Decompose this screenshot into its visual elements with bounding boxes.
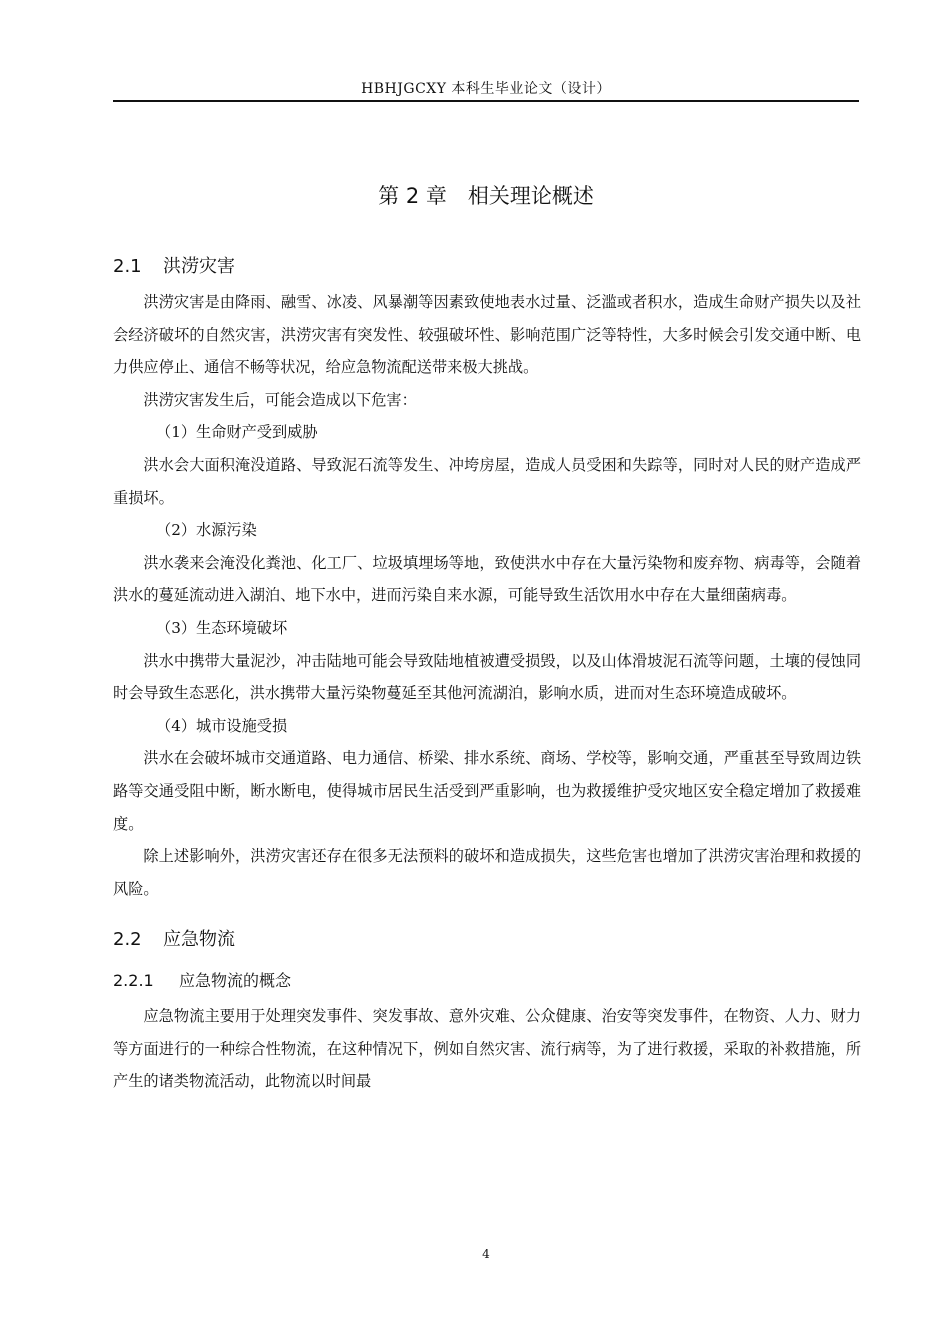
page-number: 4 <box>482 1247 490 1261</box>
paragraph: 应急物流主要用于处理突发事件、突发事故、意外灾难、公众健康、治安等突发事件，在物资、人力、财力等方面进行的一种综合性物流，在这种情况下，例如自然灾害、流行病等，为了进行救援，采取的补救措施，所产生的诸类物流活动，此物流以时间最 <box>113 1007 861 1091</box>
paragraph: 洪涝灾害是由降雨、融雪、冰凌、风暴潮等因素致使地表水过量、泛滥或者积水，造成生命财产损失以及社会经济破坏的自然灾害，洪涝灾害有突发性、较强破坏性、影响范围广泛等特性，大多时候会引发交通中断、电力供应停止、通信不畅等状况，给应急物流配送带来极大挑战。 <box>113 293 861 377</box>
page-header: HBHJGCXY 本科生毕业论文（设计） <box>361 81 611 97</box>
list-item-label: （3）生态环境破坏 <box>156 618 288 637</box>
subsection-number: 2.2.1 <box>113 971 154 991</box>
subsection-heading-2-2-1 <box>113 962 861 1000</box>
header-rule <box>113 100 859 102</box>
paragraph: 除上述影响外，洪涝灾害还存在很多无法预料的破坏和造成损失，这些危害也增加了洪涝灾害治理和救援的风险。 <box>113 847 861 898</box>
document-body <box>113 248 861 1098</box>
list-item-label: （4）城市设施受损 <box>156 716 288 735</box>
list-item-label: （2）水源污染 <box>156 521 257 540</box>
paragraph: 洪水在会破坏城市交通道路、电力通信、桥梁、排水系统、商场、学校等，影响交通，严重甚至导致周边铁路等交通受阻中断，断水断电，使得城市居民生活受到严重影响，也为救援维护受灾地区安全稳定增加了救援难度。 <box>113 749 861 833</box>
paragraph: 洪水中携带大量泥沙，冲击陆地可能会导致陆地植被遭受损毁，以及山体滑坡泥石流等问题，土壤的侵蚀同时会导致生态恶化，洪水携带大量污染物蔓延至其他河流湖泊，影响水质，进而对生态环境造成破坏。 <box>113 651 861 703</box>
section-number: 2.2 <box>113 929 142 951</box>
chapter-title: 第 2 章 相关理论概述 <box>378 184 594 208</box>
section-title: 洪涝灾害 <box>163 256 235 277</box>
paragraph: 洪水会大面积淹没道路、导致泥石流等发生、冲垮房屋，造成人员受困和失踪等，同时对人民的财产造成严重损坏。 <box>113 455 861 507</box>
section-number: 2.1 <box>113 256 142 277</box>
paragraph: 洪水袭来会淹没化粪池、化工厂、垃圾填埋场等地，致使洪水中存在大量污染物和废弃物、病毒等，会随着洪水的蔓延流动进入湖泊、地下水中，进而污染自来水源，可能导致生活饮用水中存在大量细菌病毒。 <box>113 553 861 605</box>
list-item-label: （1）生命财产受到威胁 <box>156 423 318 442</box>
paragraph: 洪涝灾害发生后，可能会造成以下危害： <box>143 390 417 409</box>
section-heading-2-2 <box>113 921 861 959</box>
section-heading-2-1 <box>113 248 861 286</box>
section-title: 应急物流 <box>163 929 235 951</box>
subsection-title: 应急物流的概念 <box>179 971 292 991</box>
